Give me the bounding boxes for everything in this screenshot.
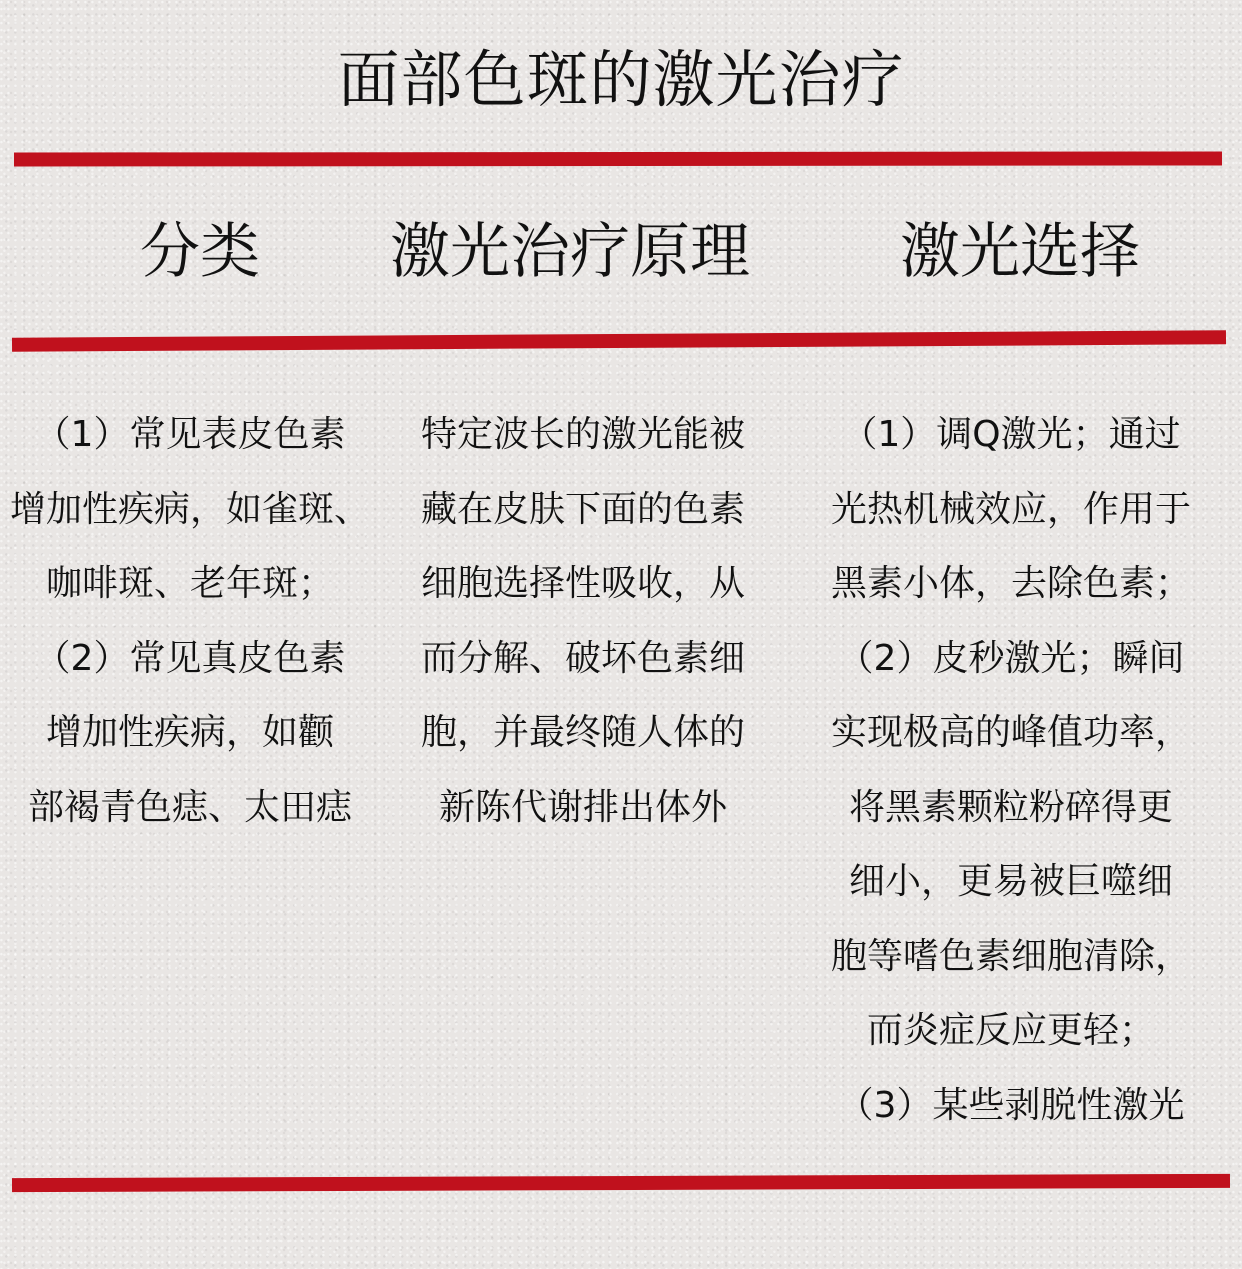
text-line: 而分解、破坏色素细 xyxy=(420,637,745,679)
page-title: 面部色斑的激光治疗 xyxy=(337,43,905,116)
header-classification: 分类 xyxy=(140,217,260,287)
text-line: 新陈代谢排出体外 xyxy=(438,786,727,828)
text-line: （1）调Q激光；通过 xyxy=(841,414,1181,455)
text-line: 增加性疾病，如雀斑、 xyxy=(9,488,370,530)
text-line: 增加性疾病，如颧 xyxy=(45,712,334,753)
column-classification xyxy=(0,398,380,845)
text-line: 胞等嗜色素细胞清除， xyxy=(830,935,1191,977)
text-line: （2）常见真皮色素 xyxy=(34,637,346,679)
bottom-divider xyxy=(12,1174,1230,1192)
column-principle xyxy=(400,398,766,845)
text-line: 光热机械效应，作用于 xyxy=(830,488,1191,530)
text-line: 将黑素颗粒粉碎得更 xyxy=(848,786,1173,828)
header-selection: 激光选择 xyxy=(900,217,1140,287)
text-line: （3）某些剥脱性激光 xyxy=(837,1084,1185,1126)
text-line: 实现极高的峰值功率， xyxy=(830,712,1191,753)
top-divider xyxy=(14,151,1222,166)
text-line: （1）常见表皮色素 xyxy=(34,414,346,455)
text-line: 特定波长的激光能被 xyxy=(420,414,745,455)
text-line: 细小，更易被巨噬细 xyxy=(848,861,1173,902)
column-selection xyxy=(806,398,1216,1143)
header-principle: 激光治疗原理 xyxy=(390,217,750,287)
text-line: 黑素小体，去除色素； xyxy=(830,563,1191,604)
text-line: 而炎症反应更轻； xyxy=(866,1010,1155,1051)
text-line: （2）皮秒激光；瞬间 xyxy=(837,637,1185,679)
text-line: 细胞选择性吸收，从 xyxy=(420,563,745,604)
text-line: 胞，并最终随人体的 xyxy=(420,712,745,753)
text-line: 藏在皮肤下面的色素 xyxy=(420,488,745,530)
header-divider xyxy=(12,330,1226,351)
text-line: 咖啡斑、老年斑； xyxy=(45,563,334,604)
text-line: 部褐青色痣、太田痣 xyxy=(27,786,352,828)
